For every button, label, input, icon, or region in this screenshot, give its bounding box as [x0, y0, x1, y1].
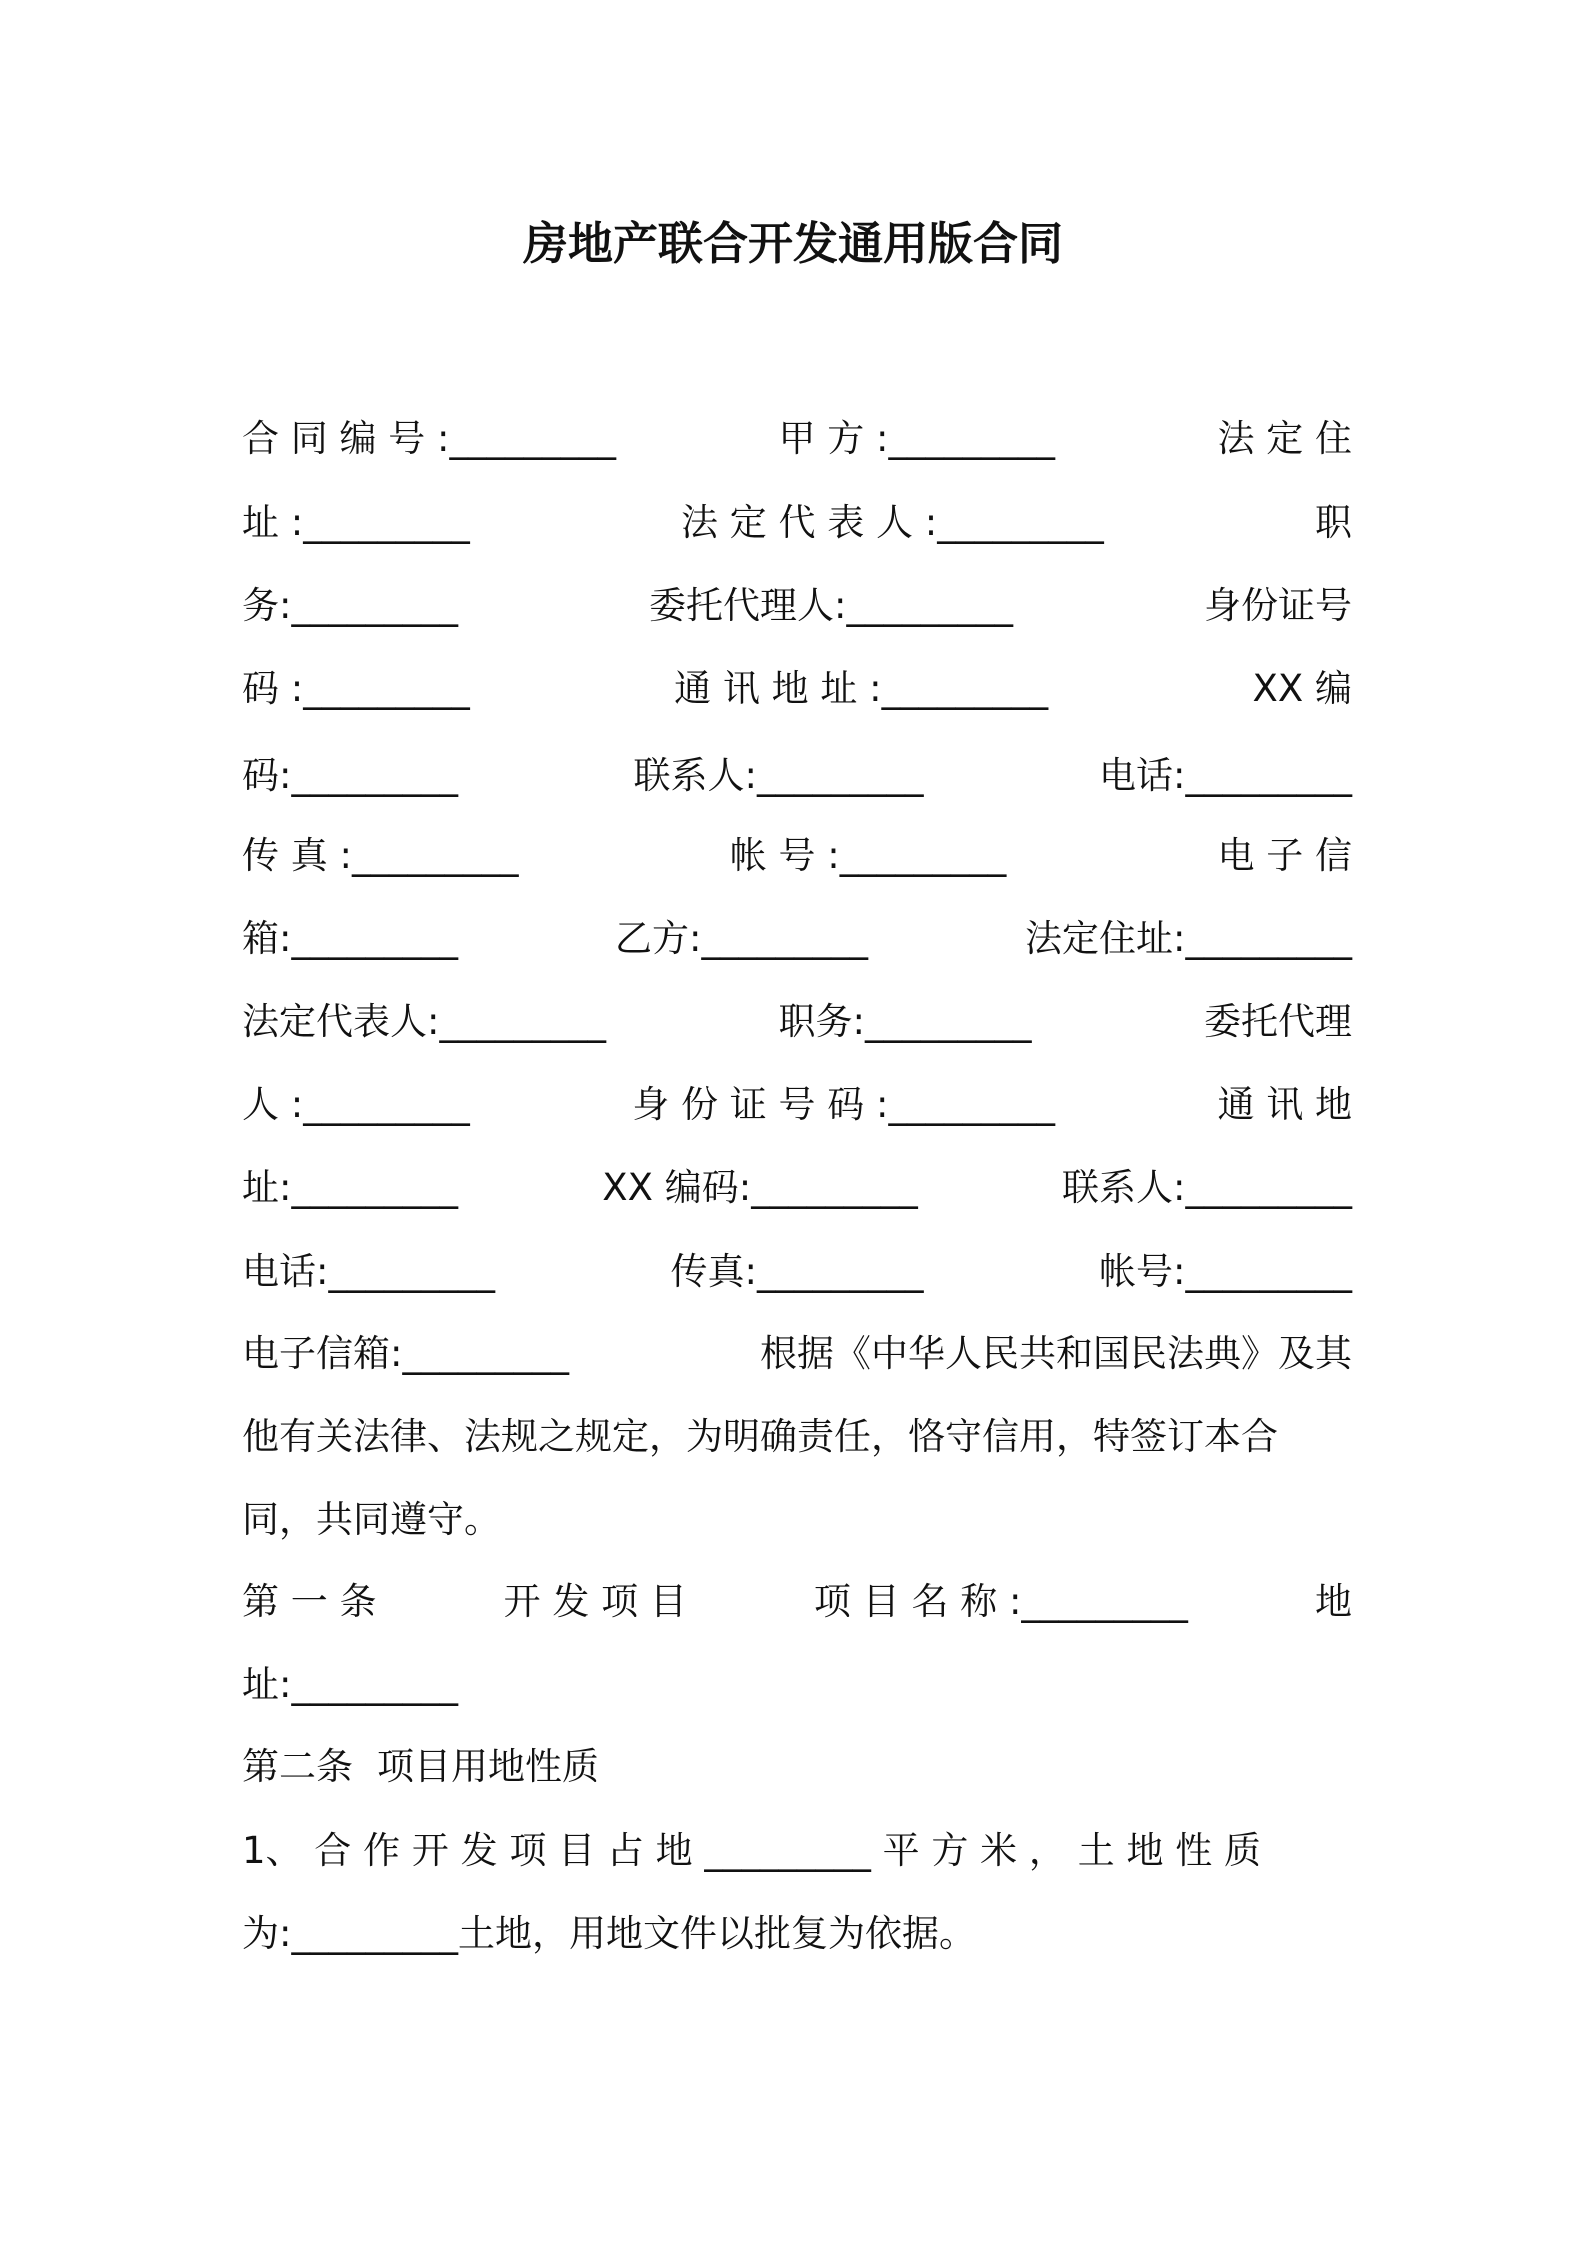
- line-segment: 第二条: [242, 1745, 353, 1788]
- line-segment: 项 目 名 称 :_________: [813, 1580, 1188, 1623]
- line-segment: 乙方:_________: [615, 917, 868, 960]
- contract-line: [242, 1326, 1352, 1382]
- contract-line: [242, 661, 1352, 717]
- contract-line: [242, 1409, 1352, 1465]
- line-segment: 法定住址:_________: [1025, 917, 1352, 960]
- contract-line: [242, 578, 1352, 634]
- line-segment: 传真:_________: [670, 1250, 924, 1293]
- contract-line: [242, 1657, 1352, 1713]
- line-segment: 人 :_________: [242, 1083, 470, 1126]
- line-segment: 法 定 住: [1217, 417, 1352, 460]
- contract-line: [242, 411, 1352, 467]
- contract-line: [242, 994, 1352, 1050]
- line-segment: 法 定 代 表 人 :_________: [680, 501, 1104, 544]
- line-segment: 为:_________土地，用地文件以批复为依据。: [242, 1912, 976, 1955]
- line-segment: 码:_________: [242, 754, 458, 797]
- line-segment: 址:_________: [242, 1663, 458, 1706]
- line-segment: 箱:_________: [242, 917, 458, 960]
- line-segment: 传 真 :_________: [242, 834, 519, 877]
- contract-line: [242, 828, 1352, 884]
- line-segment: 项目用地性质: [377, 1745, 599, 1788]
- line-segment: 法定代表人:_________: [242, 1000, 606, 1043]
- line-segment: 委托代理: [1204, 1000, 1352, 1043]
- line-segment: 联系人:_________: [633, 754, 924, 797]
- document-title: 房地产联合开发通用版合同: [522, 217, 1063, 270]
- contract-line: [242, 1077, 1352, 1133]
- line-segment: 通 讯 地: [1217, 1083, 1352, 1126]
- line-segment: 电话:_________: [242, 1250, 495, 1293]
- line-segment: 同，共同遵守。: [242, 1498, 501, 1541]
- line-segment: 电话:_________: [1099, 754, 1352, 797]
- contract-line: [242, 1823, 1352, 1879]
- line-segment: 第 一 条: [242, 1580, 377, 1623]
- line-segment: 码 :_________: [242, 667, 470, 710]
- line-segment: 委托代理人:_________: [649, 584, 1013, 627]
- line-segment: XX 编码:_________: [602, 1166, 918, 1209]
- line-segment: 地: [1314, 1580, 1352, 1623]
- line-segment: 电 子 信: [1217, 834, 1352, 877]
- line-segment: 通 讯 地 址 :_________: [674, 667, 1049, 710]
- contract-line: [242, 495, 1352, 551]
- line-segment: 他有关法律、法规之规定，为明确责任，恪守信用，特签订本合: [242, 1415, 1278, 1458]
- line-segment: 1、 合 作 开 发 项 目 占 地 _________ 平 方 米 ， 土 地 性 质: [242, 1829, 1261, 1872]
- contract-line: [242, 1574, 1352, 1630]
- line-segment: 址:_________: [242, 1166, 458, 1209]
- contract-line: [242, 1906, 1352, 1962]
- line-segment: 电子信箱:_________: [242, 1332, 569, 1375]
- line-segment: 联系人:_________: [1062, 1166, 1352, 1209]
- contract-line: [242, 911, 1352, 967]
- line-segment: 合 同 编 号 :_________: [242, 417, 617, 460]
- line-segment: 身 份 证 号 码 :_________: [632, 1083, 1055, 1126]
- contract-line: [242, 1492, 1352, 1548]
- line-segment: 帐 号 :_________: [729, 834, 1007, 877]
- line-segment: 甲 方 :_________: [778, 417, 1055, 460]
- line-segment: 务:_________: [242, 584, 458, 627]
- contract-line: [242, 1160, 1352, 1216]
- line-segment: XX 编: [1252, 667, 1352, 710]
- contract-body: [242, 0, 1352, 2244]
- line-segment: 根据《中华人民共和国民法典》及其: [760, 1332, 1352, 1375]
- contract-line: [242, 1739, 1352, 1795]
- contract-line: [242, 748, 1352, 804]
- line-segment: 开 发 项 目: [503, 1580, 687, 1623]
- line-segment: 职: [1314, 501, 1352, 544]
- line-segment: 帐号:_________: [1099, 1250, 1352, 1293]
- line-segment: 职务:_________: [778, 1000, 1032, 1043]
- line-segment: 身份证号: [1204, 584, 1352, 627]
- line-segment: 址 :_________: [242, 501, 470, 544]
- contract-line: [242, 1244, 1352, 1300]
